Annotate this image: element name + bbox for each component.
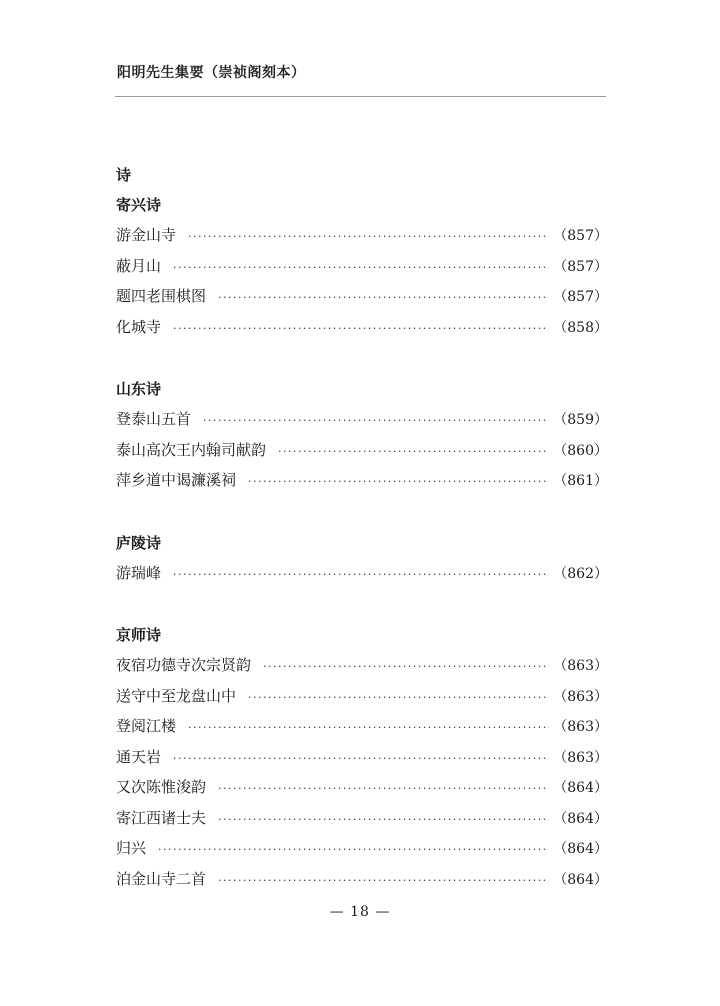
section-title: 寄兴诗 (116, 196, 162, 214)
dot-leader (218, 805, 549, 836)
entry-title: 游瑞峰 (116, 563, 162, 582)
toc-entry (116, 435, 608, 466)
toc-entry (116, 742, 608, 773)
toc-entry (116, 558, 608, 589)
entry-title: 送守中至龙盘山中 (116, 686, 237, 705)
dot-leader (173, 314, 549, 345)
entry-title: 泊金山寺二首 (116, 869, 207, 888)
dot-leader (278, 437, 549, 468)
entry-page: （863） (553, 749, 608, 766)
entry-title: 又次陈惟浚韵 (116, 778, 207, 796)
toc-entry (116, 681, 608, 712)
toc-entry (116, 220, 608, 251)
entry-page: （864） (553, 810, 608, 827)
dot-leader (248, 467, 549, 498)
section-title: 京师诗 (116, 626, 162, 644)
toc-entry (116, 251, 608, 282)
entry-title: 化城寺 (116, 317, 162, 336)
dot-leader (263, 652, 549, 683)
table-of-contents (116, 160, 608, 894)
toc-entry (116, 312, 608, 343)
entry-page: （857） (553, 258, 608, 275)
dot-leader (218, 283, 549, 314)
entry-page: （859） (553, 412, 608, 428)
dot-leader (218, 774, 549, 805)
toc-section (116, 620, 608, 894)
section-title: 山东诗 (116, 380, 162, 398)
dot-leader (173, 253, 549, 284)
toc-entry (116, 833, 608, 864)
entry-title: 通天岩 (116, 747, 162, 766)
entry-title: 蔽月山 (116, 256, 162, 275)
dot-leader (248, 683, 549, 714)
entry-title: 游金山寺 (116, 226, 177, 244)
entry-title: 泰山高次王内翰司献韵 (116, 440, 267, 459)
entry-page: （861） (553, 473, 608, 489)
entry-page: （863） (553, 658, 608, 674)
toc-entry (116, 803, 608, 834)
entry-page: （863） (553, 719, 608, 735)
entry-page: （857） (553, 228, 608, 244)
entry-title: 寄江西诸士夫 (116, 808, 207, 827)
entry-page: （864） (553, 841, 608, 857)
toc-entry (116, 465, 608, 496)
dot-leader (188, 713, 549, 744)
toc-entry (116, 650, 608, 681)
running-head: 阳明先生集要（崇祯阁刻本） (117, 65, 306, 81)
entry-title: 登泰山五首 (116, 410, 192, 428)
entry-page: （860） (553, 442, 608, 459)
entry-page: （862） (553, 565, 608, 582)
part-title: 诗 (116, 166, 132, 184)
header-rule (115, 96, 606, 97)
toc-entry (116, 281, 608, 312)
page-number: — 18 — (329, 904, 391, 920)
dot-leader (158, 835, 549, 866)
dot-leader (173, 744, 549, 775)
entry-page: （858） (553, 319, 608, 336)
dot-leader (218, 866, 549, 897)
section-title: 庐陵诗 (116, 533, 162, 552)
dot-leader (203, 406, 549, 437)
toc-section (116, 528, 608, 589)
toc-entry (116, 404, 608, 435)
toc-entry (116, 864, 608, 895)
toc-section (116, 374, 608, 496)
entry-title: 萍乡道中谒濂溪祠 (116, 471, 237, 489)
entry-page: （857） (553, 289, 608, 305)
toc-section (116, 190, 608, 342)
toc-entry (116, 711, 608, 742)
entry-page: （863） (553, 688, 608, 705)
entry-title: 登阅江楼 (116, 717, 177, 735)
entry-page: （864） (553, 871, 608, 888)
entry-page: （864） (553, 780, 608, 796)
toc-entry (116, 772, 608, 803)
entry-title: 题四老围棋图 (116, 287, 207, 305)
dot-leader (188, 222, 549, 253)
entry-title: 归兴 (116, 839, 147, 857)
dot-leader (173, 560, 549, 591)
entry-title: 夜宿功德寺次宗贤韵 (116, 656, 252, 674)
